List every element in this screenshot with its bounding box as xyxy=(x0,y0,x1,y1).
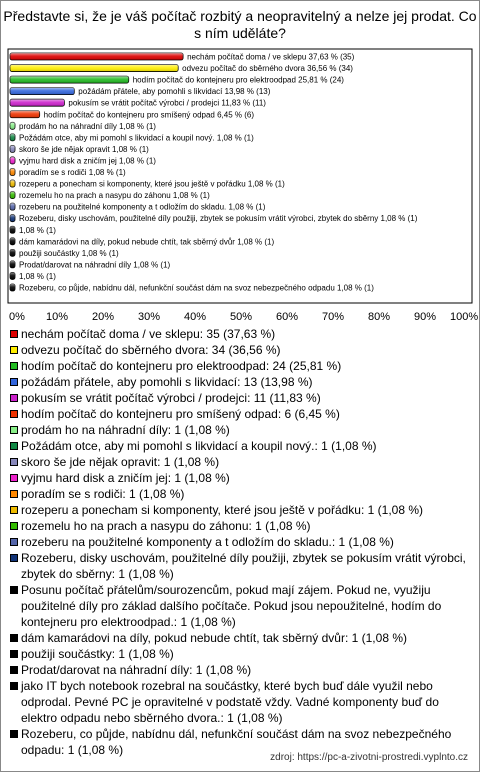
bar-label-20: 1,08 % (1) xyxy=(19,271,56,281)
bar-gloss-1 xyxy=(10,53,183,60)
legend-swatch xyxy=(10,634,18,642)
bar-label-4: požádám přátele, aby pomohli s likvidací 13,98 % (13) xyxy=(78,87,271,97)
legend-swatch xyxy=(10,474,18,482)
legend-item-14 xyxy=(10,534,472,550)
bar-label-8: Požádám otce, aby mi pomohl s likvidací a koupil nový. 1,08 % (1) xyxy=(19,133,254,143)
legend-swatch xyxy=(10,346,18,354)
legend-item-5 xyxy=(10,390,472,406)
bar-gloss-11 xyxy=(10,169,15,176)
legend-swatch xyxy=(10,586,18,594)
bar-gloss-5 xyxy=(10,99,64,106)
legend-label: rozemelu ho na prach a nasypu do záhonu: 1 (1,08 %) xyxy=(21,519,311,533)
legend-label: rozeperu a ponecham si komponenty, které jsou ještě v pořádku: 1 (1,08 %) xyxy=(21,503,423,517)
legend-label: pokusím se vrátit počítač výrobci / prodejci: 11 (11,83 %) xyxy=(21,391,321,405)
bar-gloss-20 xyxy=(10,272,15,279)
bar-gloss-19 xyxy=(10,261,15,268)
legend-label: požádám přátele, aby pomohli s likvidací: 13 (13,98 %) xyxy=(21,375,313,389)
bar-label-17: dám kamarádovi na díly, pokud nebude chtít, tak sběrný dvůr 1,08 % (1) xyxy=(19,237,275,247)
legend-swatch xyxy=(10,650,18,658)
bar-label-3: hodím počítač do kontejneru pro elektroodpad 25,81 % (24) xyxy=(132,75,344,85)
bar-label-2: odvezu počítač do sběrného dvora 36,56 % (34) xyxy=(182,64,353,74)
legend-label: prodám ho na náhradní díly: 1 (1,08 %) xyxy=(21,423,230,437)
legend-swatch xyxy=(10,538,18,546)
bar-label-16: 1,08 % (1) xyxy=(19,225,56,235)
legend-swatch xyxy=(10,522,18,530)
x-tick-label: 80% xyxy=(368,311,391,323)
bar-label-12: rozeperu a ponecham si komponenty, které jsou ještě v pořádku 1,08 % (1) xyxy=(19,179,285,189)
legend-label: Rozeberu, co půjde, nabídnu dál, nefunkční součást dám na svoz nebezpečného odpadu: 1 (1,08 %) xyxy=(21,727,452,757)
legend-label: rozeberu na použitelné komponenty a t odložím do skladu.: 1 (1,08 %) xyxy=(21,535,394,549)
legend-swatch xyxy=(10,394,18,402)
legend-swatch xyxy=(10,458,18,466)
legend-item-7 xyxy=(10,422,472,438)
legend-item-4 xyxy=(10,374,472,390)
legend-swatch xyxy=(10,682,18,690)
legend-item-9 xyxy=(10,454,472,470)
legend xyxy=(10,326,472,758)
legend-item-10 xyxy=(10,470,472,486)
legend-swatch xyxy=(10,666,18,674)
chart-title: Představte si, že je váš počítač rozbitý a neopravitelný a nelze jej prodat. Co s ním uděláte? xyxy=(3,8,477,41)
bar-gloss-16 xyxy=(10,226,15,233)
bar-gloss-2 xyxy=(10,65,178,72)
bar-gloss-6 xyxy=(10,111,40,118)
legend-swatch xyxy=(10,442,18,450)
bar-gloss-3 xyxy=(10,76,129,83)
bar-label-14: rozeberu na použitelné komponenty a t odložím do skladu. 1,08 % (1) xyxy=(19,202,266,212)
legend-item-1 xyxy=(10,326,472,342)
legend-item-17 xyxy=(10,630,472,646)
bar-gloss-12 xyxy=(10,180,15,187)
legend-swatch xyxy=(10,362,18,370)
legend-item-12 xyxy=(10,502,472,518)
legend-swatch xyxy=(10,730,18,738)
legend-label: odvezu počítač do sběrného dvora: 34 (36,56 %) xyxy=(21,343,281,357)
bar-gloss-14 xyxy=(10,203,15,210)
bar-gloss-21 xyxy=(10,284,15,291)
bar-label-10: vyjmu hard disk a zničím jej 1,08 % (1) xyxy=(19,156,156,166)
bar-gloss-10 xyxy=(10,157,15,164)
legend-label: Prodat/darovat na náhradní díly: 1 (1,08 %) xyxy=(21,663,252,677)
legend-item-3 xyxy=(10,358,472,374)
legend-label: Požádám otce, aby mi pomohl s likvidací a koupil nový.: 1 (1,08 %) xyxy=(21,439,377,453)
legend-label: hodím počítač do kontejneru pro smíšený odpad: 6 (6,45 %) xyxy=(21,407,340,421)
legend-swatch xyxy=(10,506,18,514)
legend-item-19 xyxy=(10,662,472,678)
bar-gloss-8 xyxy=(10,134,15,141)
legend-item-20 xyxy=(10,678,472,726)
legend-label: Rozeberu, disky uschovám, použitelné díly použiji, zbytek se pokusím vrátit výrobci, zbytek do sběrny: 1 (1,08 %) xyxy=(21,551,466,581)
legend-label: použiji součástky: 1 (1,08 %) xyxy=(21,647,174,661)
x-tick-label: 70% xyxy=(322,311,345,323)
legend-item-2 xyxy=(10,342,472,358)
legend-item-18 xyxy=(10,646,472,662)
bar-gloss-13 xyxy=(10,192,15,199)
legend-swatch xyxy=(10,554,18,562)
x-tick-label: 50% xyxy=(230,311,253,323)
legend-swatch xyxy=(10,490,18,498)
bar-label-11: poradím se s rodiči 1,08 % (1) xyxy=(19,168,126,177)
bar-gloss-18 xyxy=(10,249,15,256)
source-note: zdroj: https://pc-a-zivotni-prostredi.vyplnto.cz xyxy=(270,752,468,763)
bar-chart xyxy=(0,0,480,330)
bar-label-6: hodím počítač do kontejneru pro smíšený odpad 6,45 % (6) xyxy=(43,110,255,120)
bar-gloss-15 xyxy=(10,215,15,222)
x-tick-label: 100% xyxy=(450,311,479,323)
legend-label: poradím se s rodiči: 1 (1,08 %) xyxy=(21,487,185,501)
legend-item-16 xyxy=(10,582,472,630)
bar-label-9: skoro še jde nějak opravit 1,08 % (1) xyxy=(19,144,149,154)
legend-label: dám kamarádovi na díly, pokud nebude chtít, tak sběrný dvůr: 1 (1,08 %) xyxy=(21,631,407,645)
bar-label-7: prodám ho na náhradní díly 1,08 % (1) xyxy=(19,121,156,131)
bar-gloss-17 xyxy=(10,238,15,245)
legend-label: Posunu počítač přátelům/sourozencům, pokud mají zájem. Pokud ne, využiju použitelné díly pro základ dalšího počítače. Pokud jsou nepoužitelné, hodím do kontejneru pro elektroodpad.: 1 (1,08 %) xyxy=(21,583,442,629)
legend-label: skoro še jde nějak opravit: 1 (1,08 %) xyxy=(21,455,220,469)
bar-label-15: Rozeberu, disky uschovám, použitelné díly použiji, zbytek se pokusím vrátit výrobci, zbytek do sběrny 1,08 % (1) xyxy=(19,214,418,224)
bar-label-1: nechám počítač doma / ve sklepu 37,63 % (35) xyxy=(187,52,355,62)
legend-label: nechám počítač doma / ve sklepu: 35 (37,63 %) xyxy=(21,327,276,341)
x-tick-label: 30% xyxy=(138,311,161,323)
legend-item-15 xyxy=(10,550,472,582)
bar-gloss-9 xyxy=(10,145,15,152)
legend-swatch xyxy=(10,426,18,434)
x-tick-label: 60% xyxy=(276,311,299,323)
bar-gloss-4 xyxy=(10,88,74,95)
legend-swatch xyxy=(10,378,18,386)
legend-label: vyjmu hard disk a zničím jej: 1 (1,08 %) xyxy=(21,471,230,485)
x-tick-label: 90% xyxy=(414,311,437,323)
bar-gloss-7 xyxy=(10,122,15,129)
legend-item-11 xyxy=(10,486,472,502)
bar-label-21: Rozeberu, co půjde, nabídnu dál, nefunkční součást dám na svoz nebezpečného odpadu 1,08 % (1) xyxy=(19,283,374,293)
legend-item-6 xyxy=(10,406,472,422)
legend-swatch xyxy=(10,330,18,338)
bar-label-13: rozemelu ho na prach a nasypu do záhonu 1,08 % (1) xyxy=(19,191,210,201)
bar-label-18: použiji součástky 1,08 % (1) xyxy=(19,248,119,258)
legend-item-8 xyxy=(10,438,472,454)
x-tick-label: 20% xyxy=(92,311,115,323)
legend-label: hodím počítač do kontejneru pro elektroodpad: 24 (25,81 %) xyxy=(21,359,342,373)
bar-label-19: Prodat/darovat na náhradní díly 1,08 % (1) xyxy=(19,260,171,270)
legend-swatch xyxy=(10,410,18,418)
bar-label-5: pokusím se vrátit počítač výrobci / prodejci 11,83 % (11) xyxy=(68,98,266,108)
legend-label: jako IT bych notebook rozebral na součástky, které bych buď dále využil nebo odprodal. Pevné PC je opravitelné v podstatě vždy. Vadné komponenty buď do elektro odpadu nebo sběrného dvora.: 1 (1,08 %) xyxy=(21,679,439,725)
x-tick-label: 40% xyxy=(184,311,207,323)
x-tick-label: 10% xyxy=(46,311,69,323)
x-tick-label: 0% xyxy=(9,311,25,323)
legend-item-13 xyxy=(10,518,472,534)
